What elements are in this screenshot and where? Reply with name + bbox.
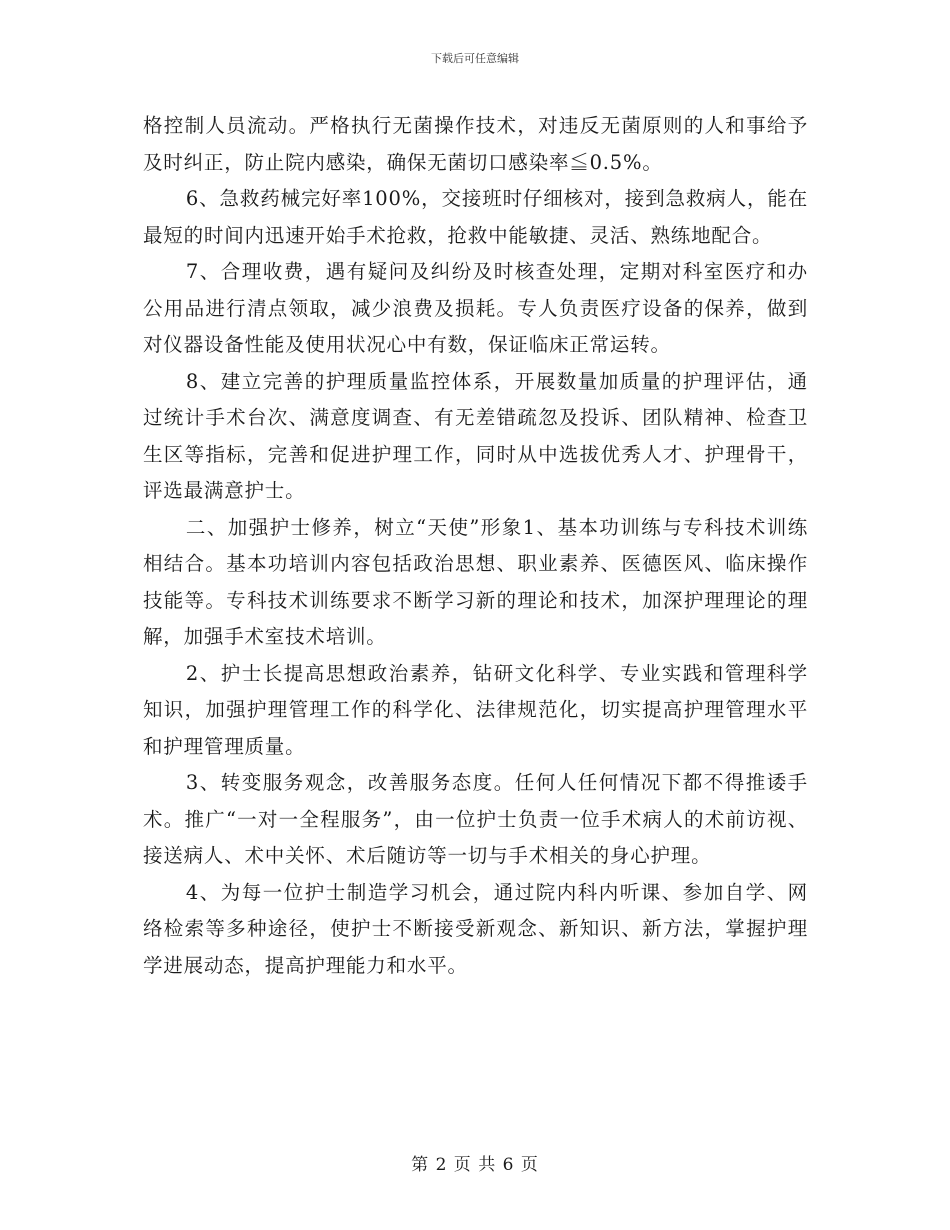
document-body [143,108,808,984]
paragraph-continuation: 格控制人员流动。严格执行无菌操作技术，对违反无菌原则的人和事给予及时纠正，防止院内感染，确保无菌切口感染率≦0.5%。 [143,114,808,174]
paragraph-item-8: 8、建立完善的护理质量监控体系，开展数量加质量的护理评估，通过统计手术台次、满意度调查、有无差错疏忽及投诉、团队精神、检查卫生区等指标，完善和促进护理工作，同时从中选拔优秀人才、护理骨干，评选最满意护士。 [143,369,808,502]
paragraph-item-6: 6、急救药械完好率100%，交接班时仔细核对，接到急救病人，能在最短的时间内迅速开始手术抢救，抢救中能敏捷、灵活、熟练地配合。 [143,187,808,247]
paragraph-section-2: 二、加强护士修养，树立“天使”形象1、基本功训练与专科技术训练相结合。基本功培训内容包括政治思想、职业素养、医德医风、临床操作技能等。专科技术训练要求不断学习新的理论和技术，加深护理理论的理解，加强手术室技术培训。 [143,515,808,648]
paragraph-item-2: 2、护士长提高思想政治素养，钻研文化科学、专业实践和管理科学知识，加强护理管理工作的科学化、法律规范化，切实提高护理管理水平和护理管理质量。 [143,661,808,758]
page-header: 下载后可任意编辑 [431,52,519,65]
page-footer: 第 2 页 共 6 页 [411,1155,539,1175]
paragraph-item-4: 4、为每一位护士制造学习机会，通过院内科内听课、参加自学、网络检索等多种途径，使护士不断接受新观念、新知识、新方法，掌握护理学进展动态，提高护理能力和水平。 [143,880,808,977]
paragraph-item-7: 7、合理收费，遇有疑问及纠纷及时核查处理，定期对科室医疗和办公用品进行清点领取，减少浪费及损耗。专人负责医疗设备的保养，做到对仪器设备性能及使用状况心中有数，保证临床正常运转。 [143,260,808,356]
paragraph-item-3: 3、转变服务观念，改善服务态度。任何人任何情况下都不得推诿手术。推广“一对一全程服务”，由一位护士负责一位手术病人的术前访视、接送病人、术中关怀、术后随访等一切与手术相关的身心护理。 [143,771,808,867]
